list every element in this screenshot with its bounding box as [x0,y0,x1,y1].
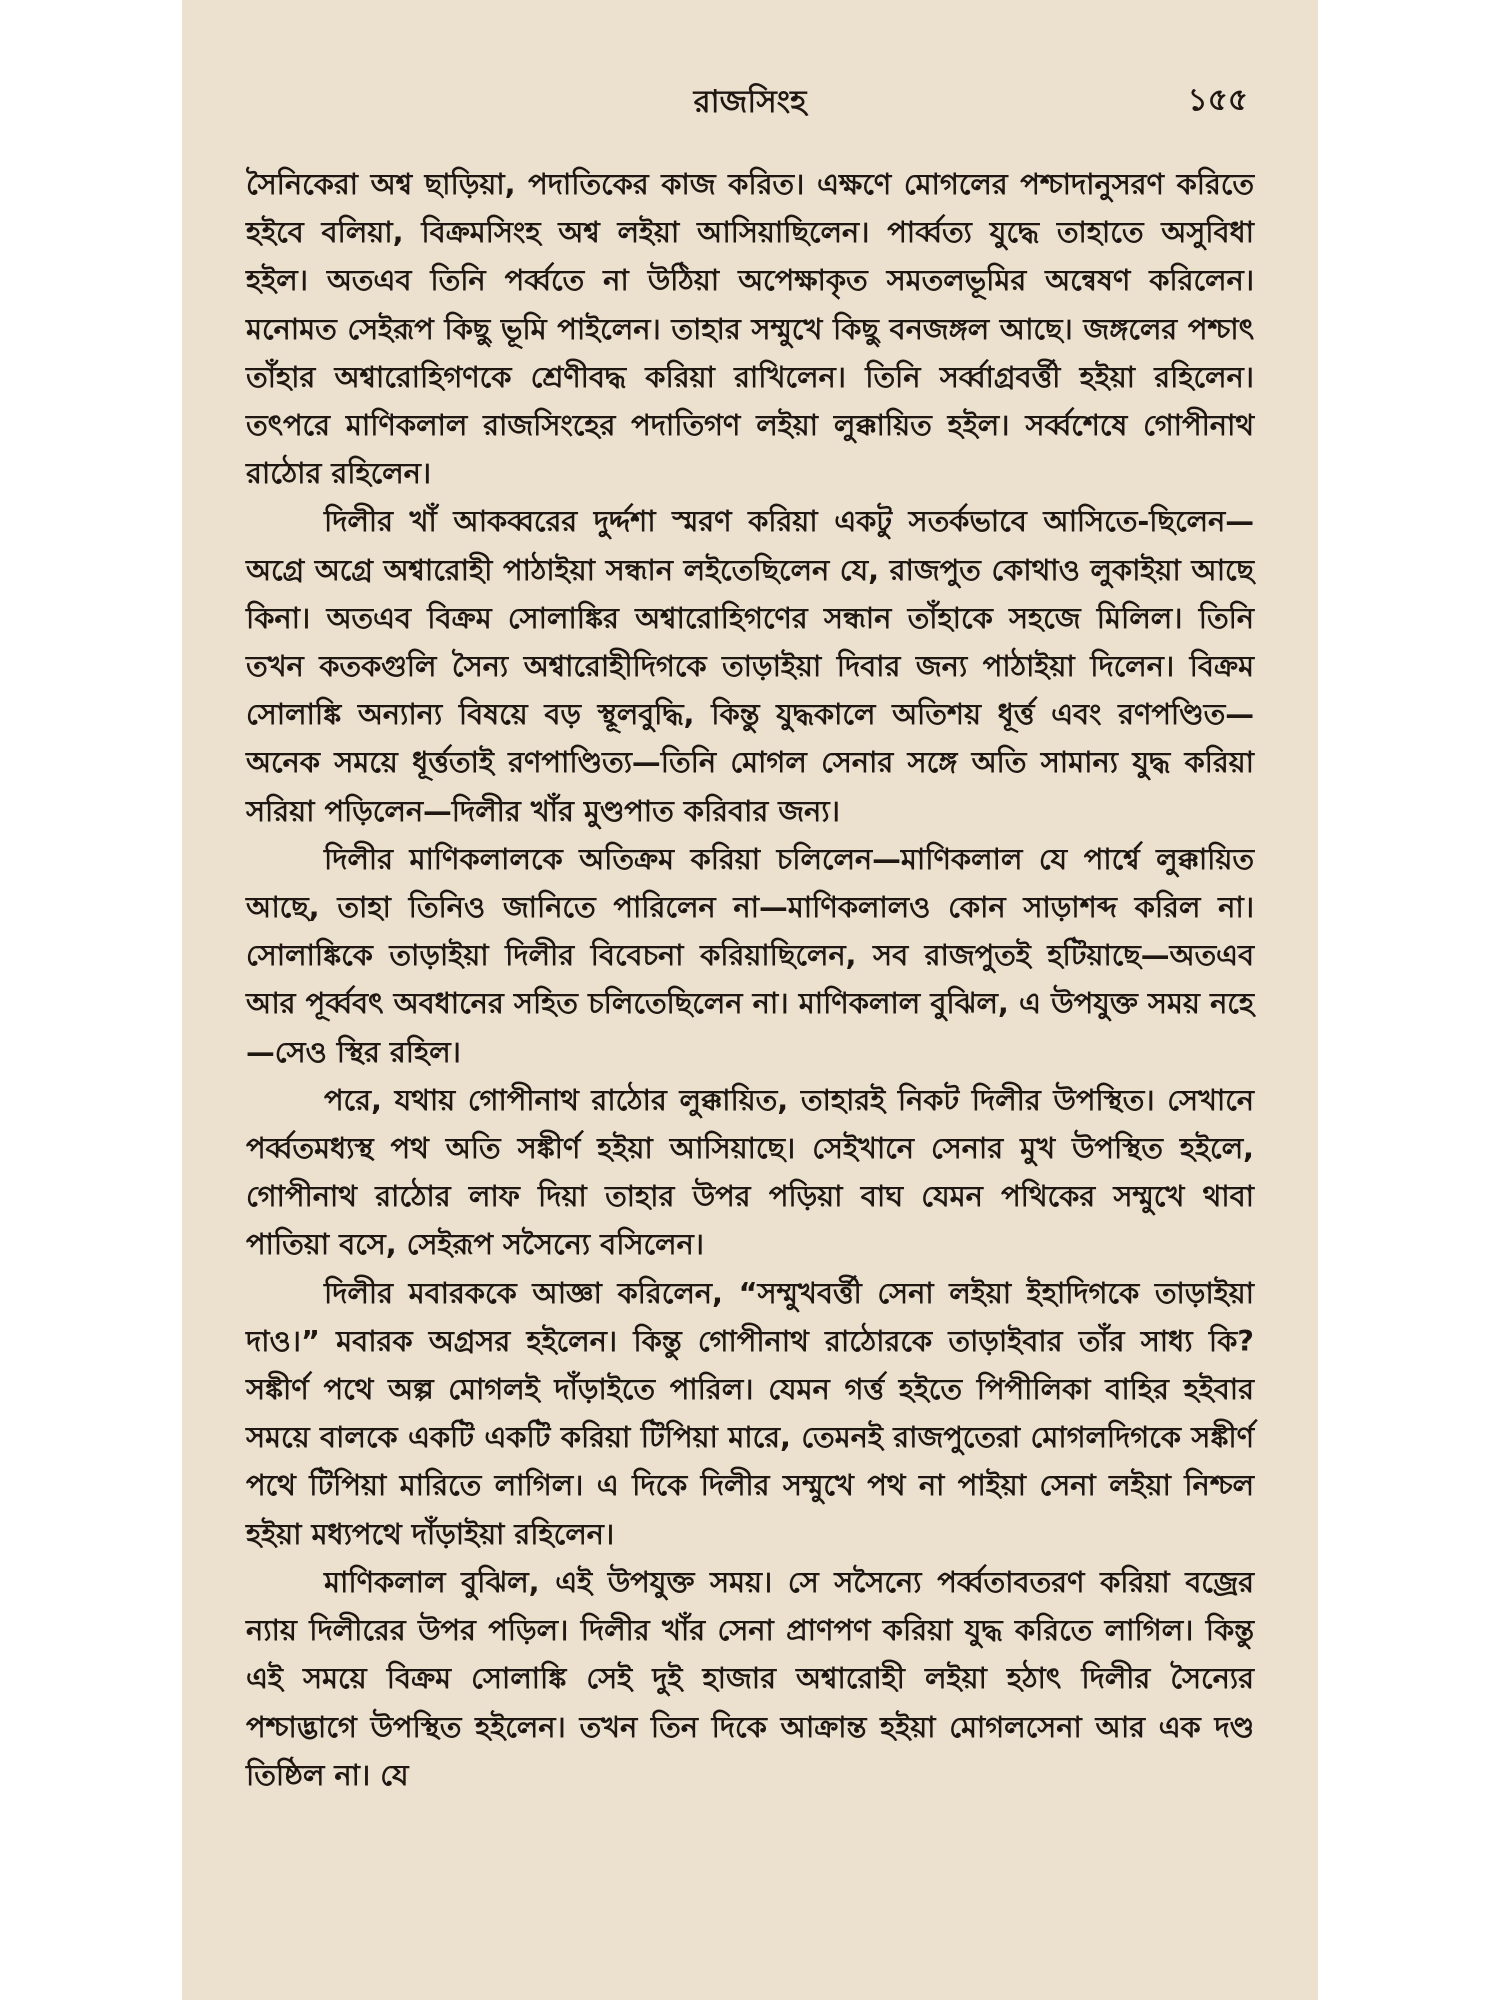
paragraph-5: দিলীর মবারককে আজ্ঞা করিলেন, “সম্মুখবর্ত্তী সেনা লইয়া ইহাদিগকে তাড়াইয়া দাও।” মবারক অগ্রসর হইলেন। কিন্তু গোপীনাথ রাঠোরকে তাড়াইবার তাঁর সাধ্য কি? সঙ্কীর্ণ পথে অল্প মোগলই দাঁড়াইতে পারিল। যেমন গর্ত্ত হইতে পিপীলিকা বাহির হইবার সময়ে বালকে একটি একটি করিয়া টিপিয়া মারে, তেমনই রাজপুতেরা মোগলদিগকে সঙ্কীর্ণ পথে টিপিয়া মারিতে লাগিল। এ দিকে দিলীর সম্মুখে পথ না পাইয়া সেনা লইয়া নিশ্চল হইয়া মধ্যপথে দাঁড়াইয়া রহিলেন। [246,1275,1254,1551]
paragraph-6: মাণিকলাল বুঝিল, এই উপযুক্ত সময়। সে সসৈন্যে পর্ব্বতাবতরণ করিয়া বজ্রের ন্যায় দিলীরের উপর পড়িল। দিলীর খাঁর সেনা প্রাণপণ করিয়া যুদ্ধ করিতে লাগিল। কিন্তু এই সময়ে বিক্রম সোলাঙ্কি সেই দুই হাজার অশ্বারোহী লইয়া হঠাৎ দিলীর সৈন্যের পশ্চাদ্ভাগে উপস্থিত হইলেন। তখন তিন দিকে আক্রান্ত হইয়া মোগলসেনা আর এক দণ্ড তিষ্ঠিল না। যে [246,1564,1254,1792]
body-text [246,160,1254,1799]
book-page [182,0,1318,2000]
page-number: ১৫৫ [1187,82,1248,118]
paragraph-3: দিলীর মাণিকলালকে অতিক্রম করিয়া চলিলেন—মাণিকলাল যে পার্শ্বে লুক্কায়িত আছে, তাহা তিনিও জানিতে পারিলেন না—মাণিকলালও কোন সাড়াশব্দ করিল না। সোলাঙ্কিকে তাড়াইয়া দিলীর বিবেচনা করিয়াছিলেন, সব রাজপুতই হটিয়াছে—অতএব আর পূর্ব্ববৎ অবধানের সহিত চলিতেছিলেন না। মাণিকলাল বুঝিল, এ উপযুক্ত সময় নহে—সেও স্থির রহিল। [246,841,1254,1069]
paragraph-4: পরে, যথায় গোপীনাথ রাঠোর লুক্কায়িত, তাহারই নিকট দিলীর উপস্থিত। সেখানে পর্ব্বতমধ্যস্থ পথ অতি সঙ্কীর্ণ হইয়া আসিয়াছে। সেইখানে সেনার মুখ উপস্থিত হইলে, গোপীনাথ রাঠোর লাফ দিয়া তাহার উপর পড়িয়া বাঘ যেমন পথিকের সম্মুখে থাবা পাতিয়া বসে, সেইরূপ সসৈন্যে বসিলেন। [246,1082,1254,1262]
page-header [246,70,1254,126]
paragraph-1: সৈনিকেরা অশ্ব ছাড়িয়া, পদাতিকের কাজ করিত। এক্ষণে মোগলের পশ্চাদানুসরণ করিতে হইবে বলিয়া, বিক্রমসিংহ অশ্ব লইয়া আসিয়াছিলেন। পার্ব্বত্য যুদ্ধে তাহাতে অসুবিধা হইল। অতএব তিনি পর্ব্বতে না উঠিয়া অপেক্ষাকৃত সমতলভূমির অন্বেষণ করিলেন। মনোমত সেইরূপ কিছু ভূমি পাইলেন। তাহার সম্মুখে কিছু বনজঙ্গল আছে। জঙ্গলের পশ্চাৎ তাঁহার অশ্বারোহিগণকে শ্রেণীবদ্ধ করিয়া রাখিলেন। তিনি সর্ব্বাগ্রবর্ত্তী হইয়া রহিলেন। তৎপরে মাণিকলাল রাজসিংহের পদাতিগণ লইয়া লুক্কায়িত হইল। সর্ব্বশেষে গোপীনাথ রাঠোর রহিলেন। [246,167,1254,491]
running-title: রাজসিংহ [693,84,807,120]
paragraph-2: দিলীর খাঁ আকব্বরের দুর্দ্দশা স্মরণ করিয়া একটু সতর্কভাবে আসিতে-ছিলেন—অগ্রে অগ্রে অশ্বারোহী পাঠাইয়া সন্ধান লইতেছিলেন যে, রাজপুত কোথাও লুকাইয়া আছে কিনা। অতএব বিক্রম সোলাঙ্কির অশ্বারোহিগণের সন্ধান তাঁহাকে সহজে মিলিল। তিনি তখন কতকগুলি সৈন্য অশ্বারোহীদিগকে তাড়াইয়া দিবার জন্য পাঠাইয়া দিলেন। বিক্রম সোলাঙ্কি অন্যান্য বিষয়ে বড় স্থূলবুদ্ধি, কিন্তু যুদ্ধকালে অতিশয় ধূর্ত্ত এবং রণপণ্ডিত—অনেক সময়ে ধূর্ত্ততাই রণপাণ্ডিত্য—তিনি মোগল সেনার সঙ্গে অতি সামান্য যুদ্ধ করিয়া সরিয়া পড়িলেন—দিলীর খাঁর মুণ্ডপাত করিবার জন্য। [246,504,1254,828]
